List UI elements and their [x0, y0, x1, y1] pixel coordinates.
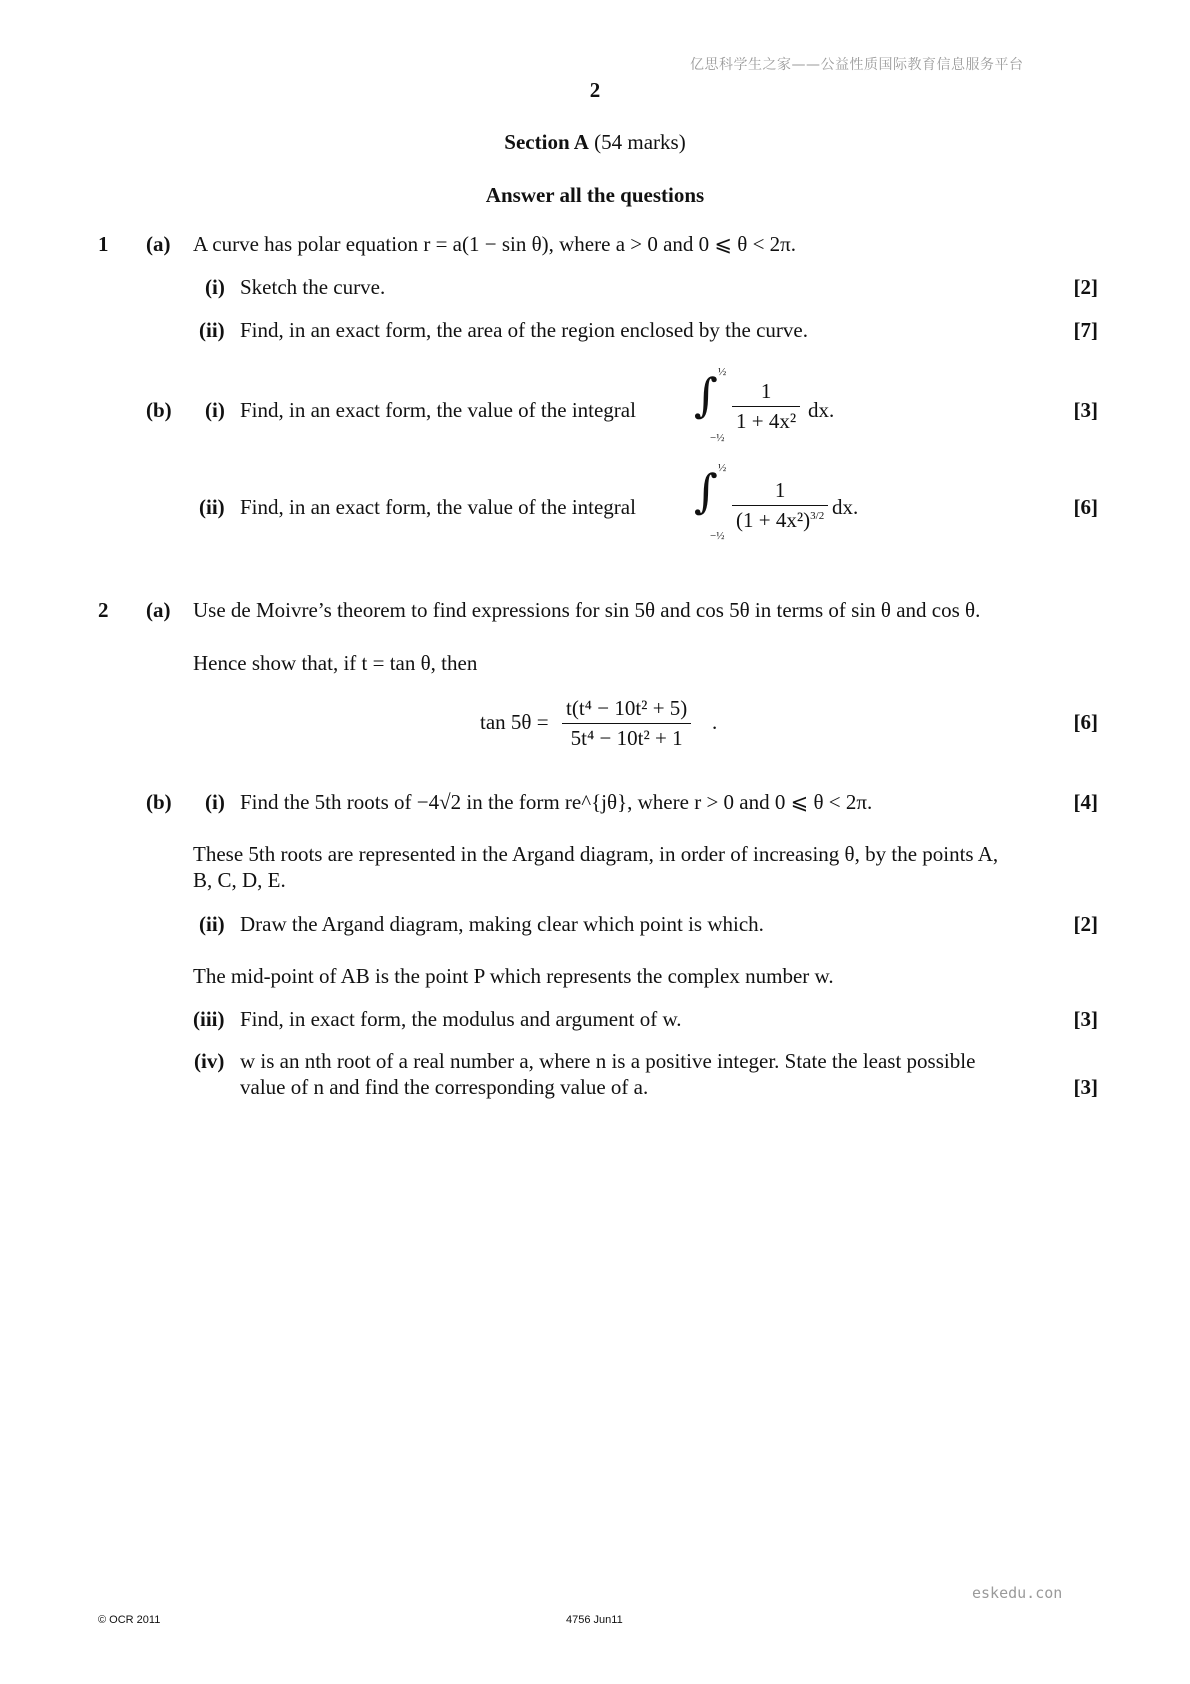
q2-b-iv-text-2: value of n and find the corresponding value of a. — [240, 1075, 649, 1099]
integrand-numerator: 1 — [774, 478, 786, 502]
q1-b-label: (b) — [146, 398, 172, 422]
q1-b-i-marks: [3] — [1073, 398, 1098, 422]
q2-b-ii-text: Draw the Argand diagram, making clear which point is which. — [240, 912, 764, 936]
section-title — [0, 130, 1190, 155]
integral-sign: ∫ — [694, 464, 718, 518]
q2-b-i-label: (i) — [205, 790, 225, 814]
lower-limit: −½ — [710, 530, 725, 542]
instruction: Answer all the questions — [485, 183, 705, 207]
q2-b-ii-label: (ii) — [199, 912, 225, 936]
q1-b-ii-text: Find, in an exact form, the value of the integral — [240, 495, 636, 519]
q2-b-i-text: Find the 5th roots of −4√2 in the form re^{jθ}, where r > 0 and 0 ⩽ θ < 2π. — [240, 790, 873, 814]
integrand-numerator: 1 — [760, 379, 772, 403]
integrand-fraction — [732, 478, 828, 533]
lower-limit: −½ — [710, 432, 725, 444]
q2-b-iv-text: w is an nth root of a real number a, where n is a positive integer. State the least possible — [240, 1049, 976, 1073]
q1-b-i-label: (i) — [205, 398, 225, 422]
q2-midpoint-text: The mid-point of AB is the point P which represents the complex number w. — [193, 964, 834, 988]
equation-fraction — [562, 696, 691, 751]
dx-label: dx. — [808, 398, 835, 422]
section-marks: (54 marks) — [594, 130, 686, 154]
integrand-denominator: $(1 + 4x^2)^{3/2}$ — [732, 505, 828, 533]
q2-b-iii-text: Find, in exact form, the modulus and argument of w. — [240, 1007, 682, 1031]
q1-a-text: A curve has polar equation r = a(1 − sin θ), where a > 0 and 0 ⩽ θ < 2π. — [193, 232, 797, 256]
upper-limit: ½ — [718, 462, 727, 474]
q2-b-iv-marks: [3] — [1073, 1075, 1098, 1099]
q2-b-label: (b) — [146, 790, 172, 814]
integrand-denominator: 1 + 4x² — [732, 406, 800, 434]
q2-a-marks: [6] — [1073, 710, 1098, 734]
q1-a-i-marks: [2] — [1073, 275, 1098, 299]
integral-sign: ∫ — [694, 368, 718, 422]
watermark-bottom: eskedu.con — [972, 1584, 1063, 1602]
q1-b-i-integral — [694, 366, 844, 456]
q2-b-ii-marks: [2] — [1073, 912, 1098, 936]
q1-b-ii-integral — [694, 462, 874, 557]
equation-period: . — [712, 710, 718, 734]
q2-a-text: Use de Moivre’s theorem to find expressions for sin 5θ and cos 5θ in terms of sin θ and cos θ. — [193, 598, 981, 622]
q1-a-ii-label: (ii) — [199, 318, 225, 342]
q2-roots-text-2: B, C, D, E. — [193, 868, 286, 892]
equation-denominator: 5t⁴ − 10t² + 1 — [562, 723, 691, 751]
q1-a-i-label: (i) — [205, 275, 225, 299]
watermark-top: 亿思科学生之家——公益性质国际教育信息服务平台 — [690, 57, 1024, 73]
q2-b-iii-marks: [3] — [1073, 1007, 1098, 1031]
q1-a-ii-text: Find, in an exact form, the area of the region enclosed by the curve. — [240, 318, 808, 342]
q2-a-label: (a) — [146, 598, 171, 622]
upper-limit: ½ — [718, 366, 727, 378]
q2-b-iii-label: (iii) — [193, 1007, 225, 1031]
integrand-fraction — [732, 379, 800, 434]
q1-a-label: (a) — [146, 232, 171, 256]
equation-numerator: t(t⁴ − 10t² + 5) — [566, 696, 688, 720]
q2-roots-text: These 5th roots are represented in the Argand diagram, in order of increasing θ, by the points A, — [193, 842, 999, 866]
page-number: 2 — [589, 78, 601, 102]
q1-b-ii-marks: [6] — [1073, 495, 1098, 519]
q1-a-i-text: Sketch the curve. — [240, 275, 386, 299]
q2-hence-text: Hence show that, if t = tan θ, then — [193, 651, 478, 675]
q2-b-i-marks: [4] — [1073, 790, 1098, 814]
q1-b-i-text: Find, in an exact form, the value of the integral — [240, 398, 636, 422]
section-name: Section A — [504, 130, 589, 154]
dx-label: dx. — [832, 495, 859, 519]
q2-b-iv-label: (iv) — [194, 1049, 225, 1073]
q1-a-ii-marks: [7] — [1073, 318, 1098, 342]
q2-equation — [0, 696, 1190, 756]
footer-copyright: © OCR 2011 — [98, 1614, 161, 1626]
footer-paper-code: 4756 Jun11 — [566, 1614, 623, 1626]
equation-lhs: tan 5θ = — [480, 710, 549, 734]
q2-number: 2 — [98, 598, 109, 622]
q1-number: 1 — [98, 232, 109, 256]
q1-b-ii-label: (ii) — [199, 495, 225, 519]
